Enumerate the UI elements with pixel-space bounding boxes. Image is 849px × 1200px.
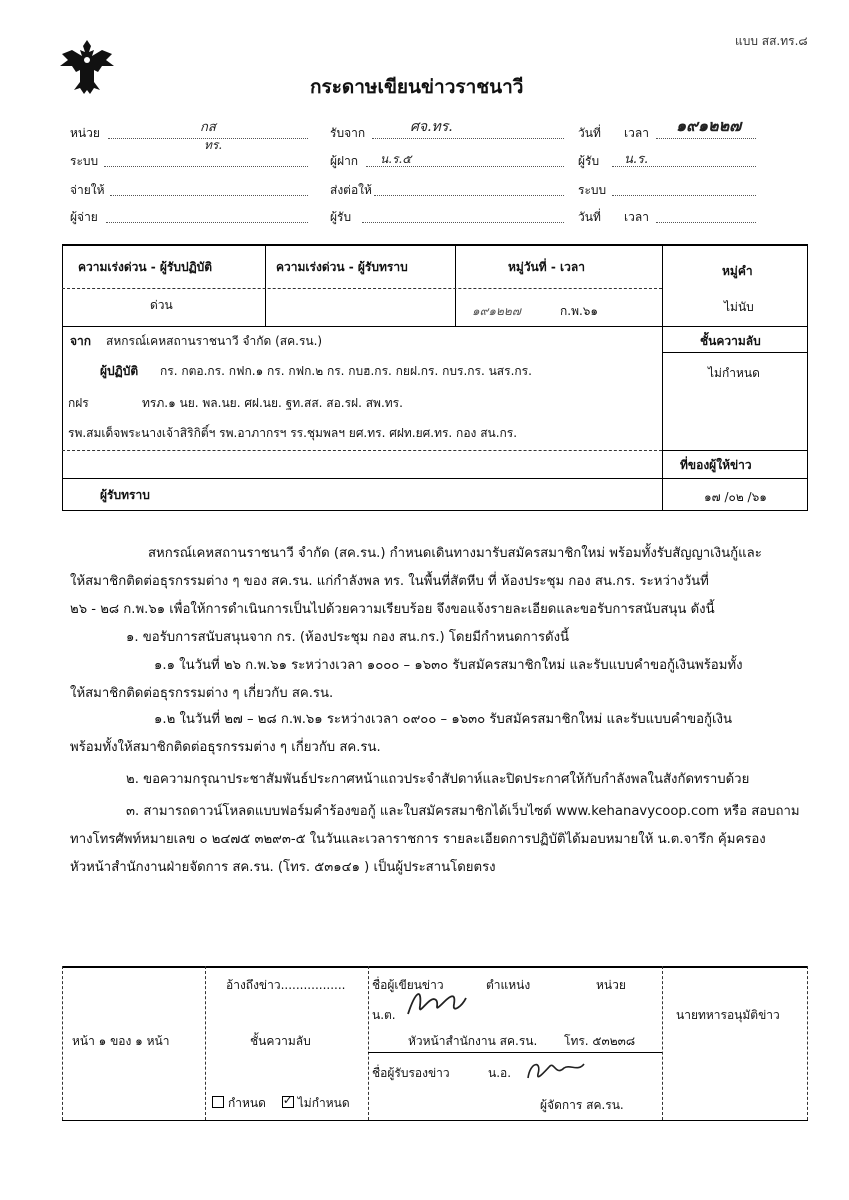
body-item-1-1b: ให้สมาชิกติดต่อธุรกรรมต่าง ๆ เกี่ยวกับ สค.รน. xyxy=(70,686,334,701)
body-item-3c: หัวหน้าสำนักงานฝ่ายจัดการ สค.รน. (โทร. ๕๓๑๔๑ ) เป็นผู้ประสานโดยตรง xyxy=(70,860,496,875)
writer-position: หัวหน้าสำนักงาน สค.รน. xyxy=(408,1034,538,1048)
writer-rank: น.ต. xyxy=(372,1008,396,1022)
table-vline-left xyxy=(62,244,63,510)
ref-value: ๑๗ /๐๒ /๖๑ xyxy=(704,490,767,504)
body-p1: สหกรณ์เคหสถานราชนาวี จำกัด (สค.รน.) กำหนดเดินทางมารับสมัครสมาชิกใหม่ พร้อมทั้งรับสัญญาเงินกู้และ xyxy=(148,546,762,561)
urgency-info-header: ความเร่งด่วน - ผู้รับทราบ xyxy=(276,260,408,274)
approver-label: ชื่อผู้รับรองข่าว xyxy=(372,1066,450,1080)
writer-phone: โทร. ๕๓๒๓๘ xyxy=(564,1034,636,1048)
opt-unset-label: ไม่กำหนด xyxy=(297,1096,350,1110)
body-paragraph-2 xyxy=(70,706,810,794)
body-paragraph-1 xyxy=(70,540,810,708)
receiver-label: ผู้รับ xyxy=(578,154,600,168)
table-bottom-border xyxy=(62,510,808,511)
receiver-value: น.ร. xyxy=(624,152,649,167)
body-item-3: ๓. สามารถดาวน์โหลดแบบฟอร์มคำร้องขอกู้ และใบสมัครสมาชิกได้เว็บไซต์ www.kehanavycoop.com หรือ สอบถาม xyxy=(126,804,800,819)
footer-ref-news: อ้างถึงข่าว................. xyxy=(226,978,346,992)
table-row-ref xyxy=(662,450,808,451)
time2-dots xyxy=(656,222,756,223)
ref-header: ที่ของผู้ให้ข่าว xyxy=(680,458,752,472)
opt-unset-checkbox[interactable] xyxy=(282,1096,294,1108)
register-dots xyxy=(104,166,308,167)
from-label: จาก xyxy=(70,334,92,348)
footer-top-border xyxy=(62,966,808,968)
sender-dots xyxy=(110,195,308,196)
datetime-group-value: ๑๙๑๒๒๗ xyxy=(472,304,521,318)
body-item-3b: ทางโทรศัพท์หมายเลข ๐ ๒๔๗๕ ๓๒๙๓-๕ ในวันและเวลาราชการ รายละเอียดการปฏิบัติได้มอบหมายให้ น.ต.จารึก คุ้มครอง xyxy=(70,832,766,847)
send-label: ผู้จ่าย xyxy=(70,210,98,224)
from-value: สหกรณ์เคหสถานราชนาวี จำกัด (สค.รน.) xyxy=(106,334,323,348)
footer-vline-left xyxy=(62,966,63,1120)
unit-label: หน่วย xyxy=(70,126,100,140)
date2-label: วันที่ xyxy=(578,210,601,224)
body-p1c: ๒๖ - ๒๘ ก.พ.๖๑ เพื่อให้การดำเนินการเป็นไปด้วยความเรียบร้อย จึงขอแจ้งรายละเอียดและขอรับการสนับสนุน ดังนี้ xyxy=(70,602,715,617)
sender-label: จ่ายให้ xyxy=(70,183,105,197)
body-item-1-2b: พร้อมทั้งให้สมาชิกติดต่อธุรกรรมต่าง ๆ เกี่ยวกับ สค.รน. xyxy=(70,740,381,755)
footer-vline-2 xyxy=(368,966,369,1120)
recipient-dots xyxy=(362,222,564,223)
date-label: วันที่ xyxy=(578,126,601,140)
classification-header: ชั้นความลับ xyxy=(700,334,761,348)
approver-position: ผู้จัดการ สค.รน. xyxy=(540,1098,624,1112)
writer-signature-icon xyxy=(402,984,472,1022)
unit-value: กส xyxy=(200,120,216,135)
table-top-border xyxy=(62,244,808,246)
garuda-emblem-icon xyxy=(58,36,116,98)
officer-label: นายทหารอนุมัติข่าว xyxy=(676,1008,780,1022)
time2-label: เวลา xyxy=(624,210,649,224)
table-dash-row-action xyxy=(62,450,662,451)
recipient-label: ผู้รับ xyxy=(330,210,352,224)
footer-page-label: หน้า ๑ ของ ๑ หน้า xyxy=(72,1034,170,1048)
approver-rank: น.อ. xyxy=(488,1066,512,1080)
body-item-1-1: ๑.๑ ในวันที่ ๒๖ ก.พ.๖๑ ระหว่างเวลา ๑๐๐๐ – ๑๖๓๐ รับสมัครสมาชิกใหม่ และรับแบบคำขอกู้เงินพร้อมทั้ง xyxy=(154,658,743,673)
table-row-from xyxy=(62,326,808,327)
table-ref-sub xyxy=(662,478,808,479)
footer-vline-right xyxy=(807,966,808,1120)
table-row-info xyxy=(62,478,662,479)
table-row-class xyxy=(662,352,808,353)
system-label: ระบบ xyxy=(578,183,607,197)
table-vline-col2 xyxy=(265,244,266,326)
action-line-1: กร. กตอ.กร. กฟก.๑ กร. กฟก.๒ กร. กบฮ.กร. กยฝ.กร. กบร.กร. นสร.กร. xyxy=(160,364,532,378)
position-label: ตำแหน่ง xyxy=(486,978,531,992)
system-dots xyxy=(612,195,756,196)
action-line-3: รพ.สมเด็จพระนางเจ้าสิริกิติ์ฯ รพ.อาภากรฯ รร.ชุมพลฯ ยศ.ทร. ศฝท.ยศ.ทร. กอง สน.กร. xyxy=(68,426,518,440)
approver-signature-icon xyxy=(520,1054,590,1086)
send-dots xyxy=(106,222,308,223)
datetime-group-month: ก.พ.๖๑ xyxy=(560,304,599,318)
receive-value: ศจ.ทร. xyxy=(410,119,453,135)
writer-label: ชื่อผู้เขียนข่าว xyxy=(372,978,444,992)
table-vline-right xyxy=(807,244,808,510)
footer-classification: ชั้นความลับ xyxy=(250,1034,311,1048)
receive-label: รับจาก xyxy=(330,126,366,140)
info-label: ผู้รับทราบ xyxy=(100,488,150,502)
forward-dots xyxy=(374,195,564,196)
page-title: กระดาษเขียนข่าวราชนาวี xyxy=(310,76,524,98)
urgency-action-value: ด่วน xyxy=(150,298,173,312)
unit-value-2: ทร. xyxy=(204,138,223,152)
body-item-2: ๒. ขอความกรุณาประชาสัมพันธ์ประกาศหน้าแถวประจำสัปดาห์และปิดประกาศให้กับกำลังพลในสังกัดทราบด้วย xyxy=(126,772,750,787)
footer-vline-1 xyxy=(205,966,206,1120)
footer-classification-options xyxy=(212,1094,350,1113)
table-vline-col4 xyxy=(662,244,663,510)
classification-value: ไม่กำหนด xyxy=(708,366,760,380)
datetime-group-header: หมู่วันที่ - เวลา xyxy=(508,260,585,274)
form-code: แบบ สส.ทร.๘ xyxy=(735,34,808,48)
opt-set-checkbox[interactable] xyxy=(212,1096,224,1108)
register-label: ระบบ xyxy=(70,154,99,168)
forward-label: ส่งต่อให้ xyxy=(330,183,372,197)
footer-vline-3 xyxy=(662,966,663,1120)
table-dash-row1 xyxy=(62,288,662,289)
word-group-value: ไม่นับ xyxy=(724,300,754,314)
action-line-2-prefix: กฝร xyxy=(68,396,89,410)
action-line-2: ทรภ.๑ นย. พล.นย. ศฝ.นย. ฐท.สส. สอ.รฝ. สพ.ทร. xyxy=(142,396,403,410)
time-value: ๑๙๑๒๒๗ xyxy=(676,116,742,135)
time-label: เวลา xyxy=(624,126,649,140)
body-item-1-2: ๑.๒ ในวันที่ ๒๗ – ๒๘ ก.พ.๖๑ ระหว่างเวลา ๐๙๐๐ – ๑๖๓๐ รับสมัครสมาชิกใหม่ และรับแบบคำขอกู้เงิน xyxy=(154,712,732,727)
body-item-1: ๑. ขอรับการสนับสนุนจาก กร. (ห้องประชุม กอง สน.กร.) โดยมีกำหนดการดังนี้ xyxy=(126,630,570,645)
send-by-value: น.ร.๕ xyxy=(380,152,412,166)
word-group-header: หมู่คำ xyxy=(722,264,753,278)
unit-col-label: หน่วย xyxy=(596,978,626,992)
body-p1b: ให้สมาชิกติดต่อธุรกรรมต่าง ๆ ของ สค.รน. แก่กำลังพล ทร. ในพื้นที่สัตหีบ ที่ ห้องประชุม กอง สน.กร. ระหว่างวันที่ xyxy=(70,574,709,589)
urgency-action-header: ความเร่งด่วน - ผู้รับปฏิบัติ xyxy=(78,260,213,274)
table-vline-col3 xyxy=(455,244,456,326)
receive-dots xyxy=(372,138,564,139)
body-paragraph-3 xyxy=(70,798,810,882)
opt-set-label: กำหนด xyxy=(228,1096,266,1110)
footer-approver-divider xyxy=(368,1052,662,1053)
footer-bottom-border xyxy=(62,1120,808,1121)
send-by-label: ผู้ฝาก xyxy=(330,154,359,168)
action-label: ผู้ปฏิบัติ xyxy=(100,364,139,378)
